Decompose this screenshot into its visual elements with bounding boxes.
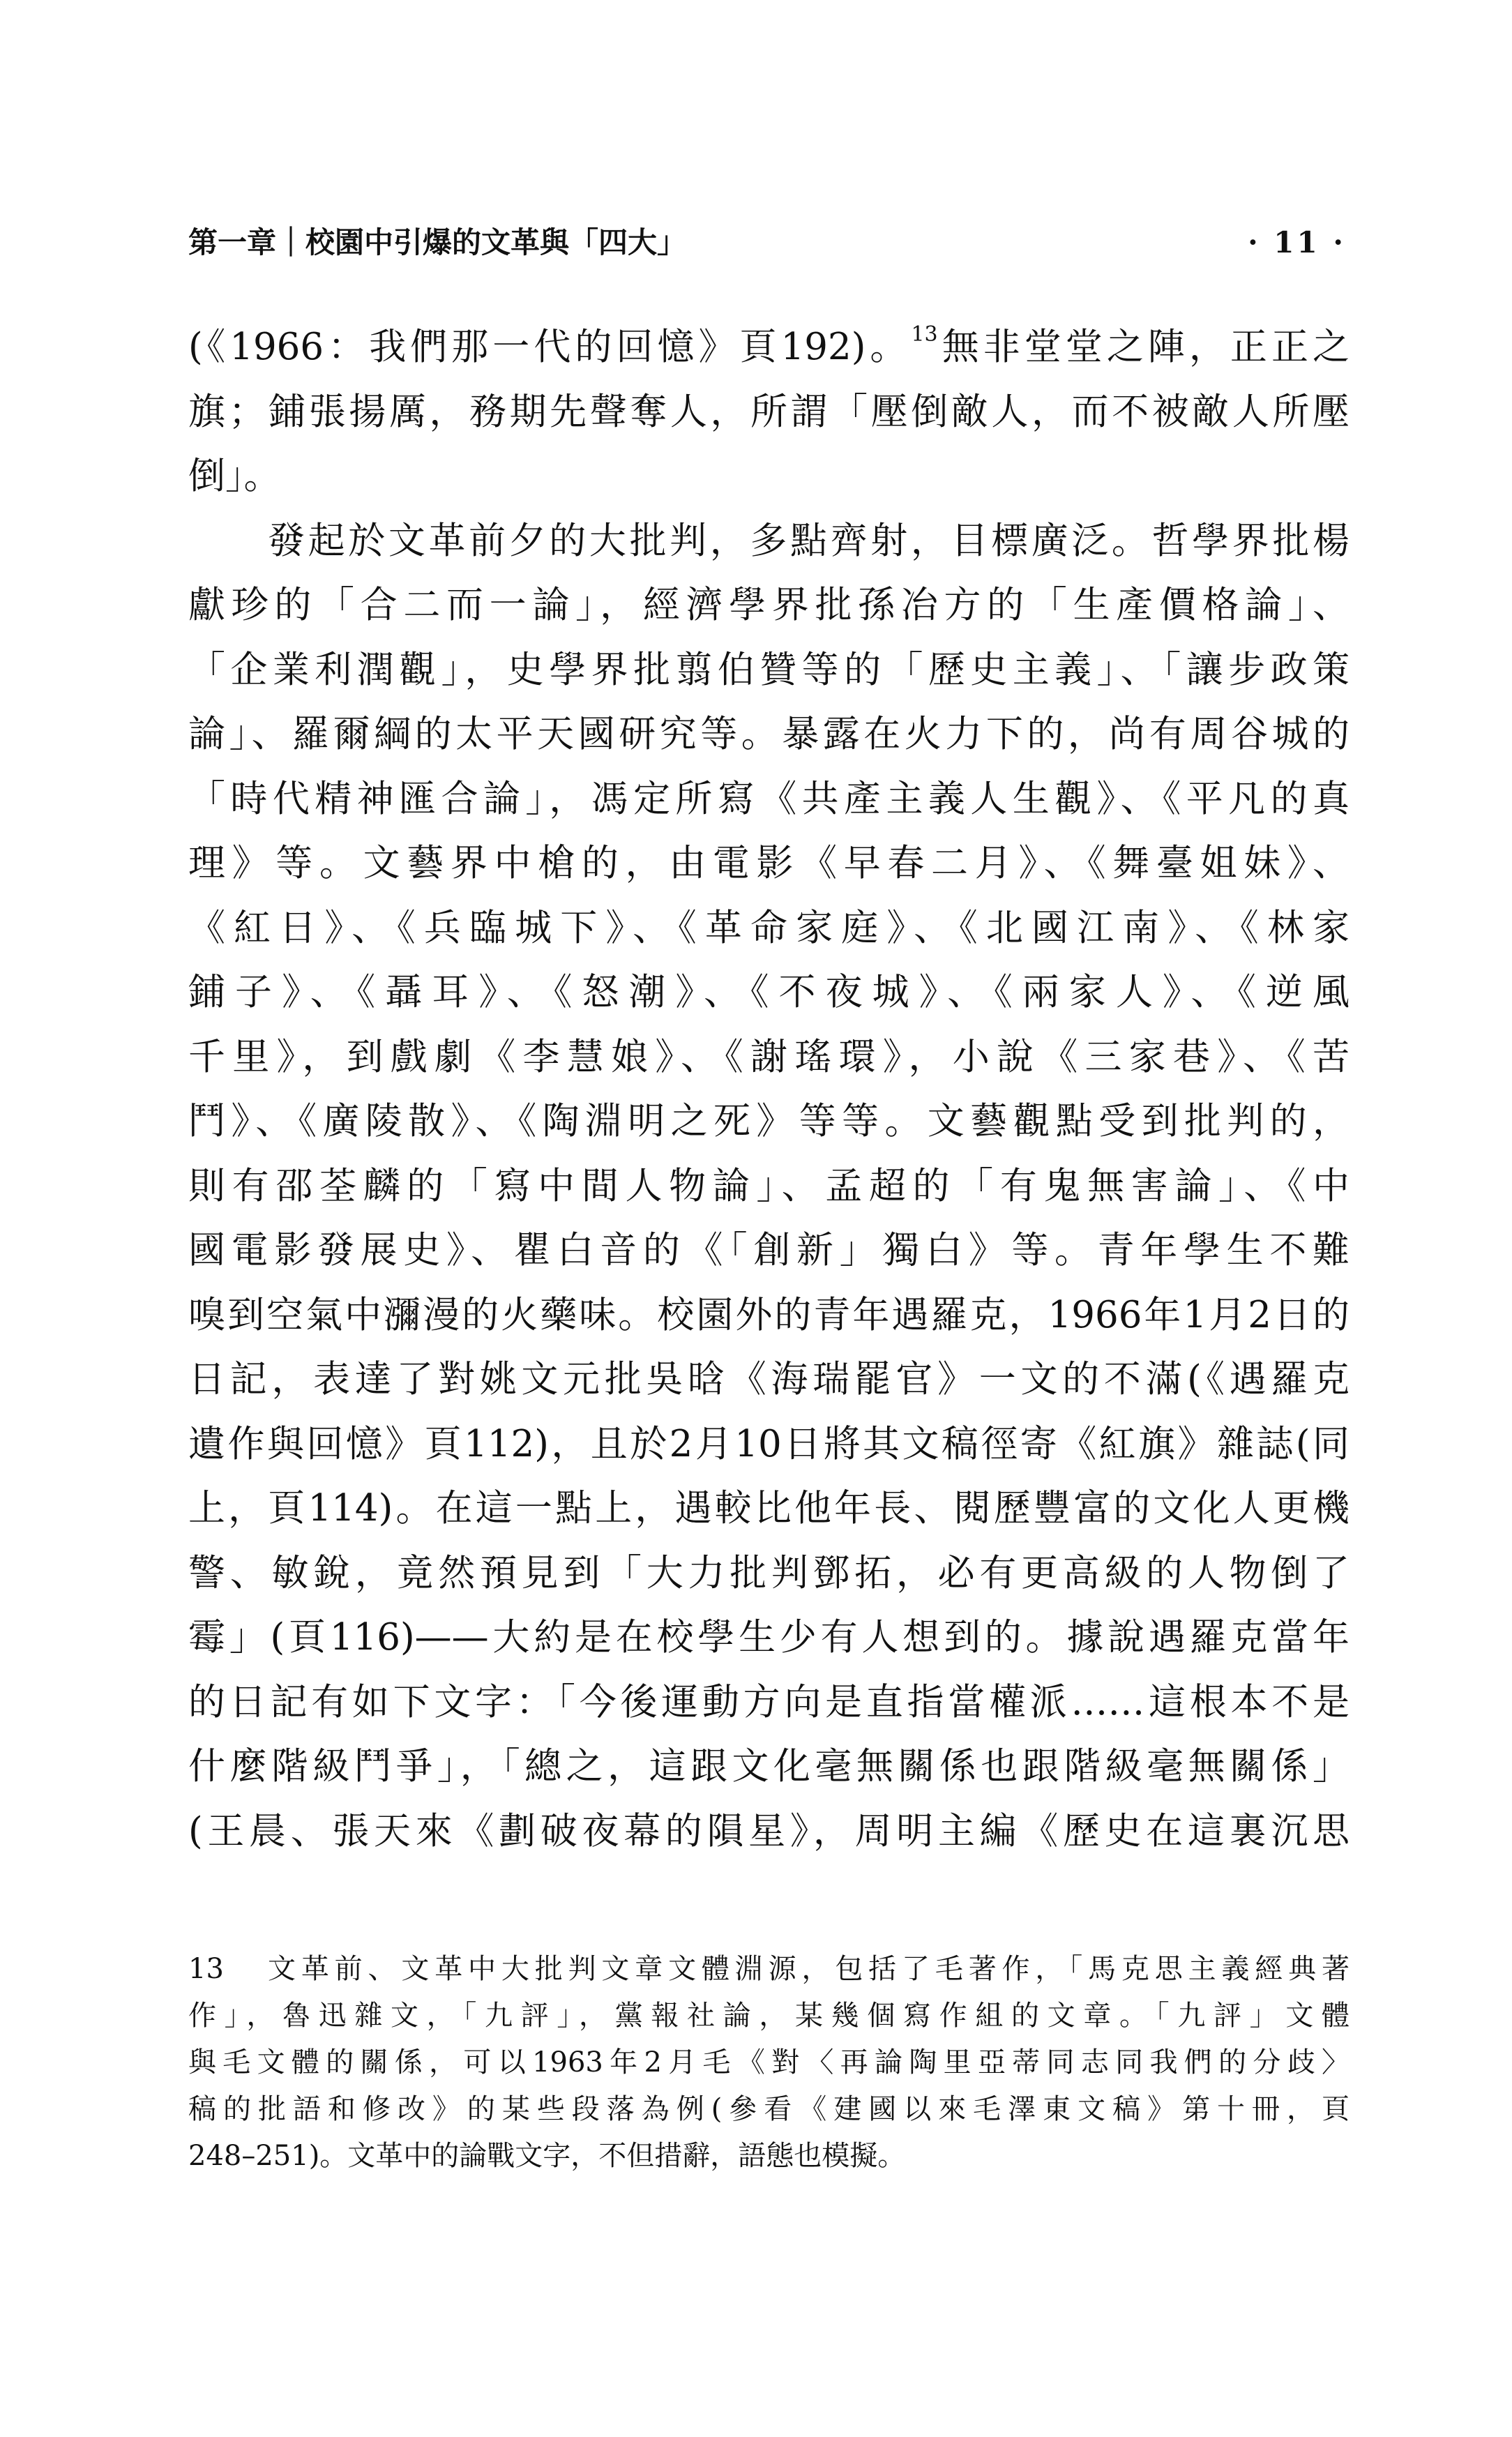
running-head — [188, 222, 1346, 264]
footnote — [188, 1946, 1350, 2180]
body-line: 的日記有如下文字：「今後運動方向是直指當權派……這根本不是 — [188, 1680, 1350, 1723]
body-line: (王晨、張天來《劃破夜幕的隕星》，周明主編《歷史在這裏沉思 — [188, 1809, 1350, 1853]
chapter-title: 第一章｜校園中引爆的文革與「四大」 — [188, 225, 687, 259]
footnote-number: 13 — [188, 1953, 224, 1985]
body-line: 什麼階級鬥爭」，「總之，這跟文化毫無關係也跟階級毫無關係」 — [188, 1745, 1350, 1788]
body-line: 上，頁114)。在這一點上，遇較比他年長、閱歷豐富的文化人更機 — [188, 1487, 1350, 1530]
body-line: 發起於文革前夕的大批判，多點齊射，目標廣泛。哲學界批楊 — [268, 519, 1350, 562]
body-line: 「企業利潤觀」，史學界批翦伯贊等的「歷史主義」、「讓步政策 — [188, 648, 1350, 691]
body-line: 警、敏銳，竟然預見到「大力批判鄧拓，必有更高級的人物倒了 — [188, 1551, 1350, 1594]
body-line: 理》等。文藝界中槍的，由電影《早春二月》、《舞臺姐妹》、 — [188, 842, 1350, 884]
page-number: · 11 · — [1248, 225, 1346, 259]
body-text-segment: 無非堂堂之陣，正正之 — [937, 326, 1350, 368]
footnote-reference[interactable]: 13 — [911, 322, 938, 347]
footnote-line: 248–251)。文革中的論戰文字，不但措辭，語態也模擬。 — [188, 2140, 906, 2172]
body-text-segment: (《1966：我們那一代的回憶》頁192)。 — [188, 326, 912, 368]
footnote-line: 文革前、文革中大批判文章文體淵源，包括了毛著作，「馬克思主義經典著 — [268, 1953, 1350, 1985]
body-line: 則有邵荃麟的「寫中間人物論」、孟超的「有鬼無害論」、《中 — [188, 1164, 1350, 1207]
body-line: 倒」。 — [188, 455, 281, 497]
body-line: 國電影發展史》、瞿白音的《「創新」獨白》等。青年學生不難 — [188, 1229, 1350, 1272]
footnote-line: 稿的批語和修改》的某些段落為例(參看《建國以來毛澤東文稿》第十冊，頁 — [188, 2093, 1350, 2125]
body-line: 論」、羅爾綱的太平天國研究等。暴露在火力下的，尚有周谷城的 — [188, 713, 1350, 755]
body-line: 《紅日》、《兵臨城下》、《革命家庭》、《北國江南》、《林家 — [188, 906, 1350, 949]
body-line: 鋪子》、《聶耳》、《怒潮》、《不夜城》、《兩家人》、《逆風 — [188, 971, 1350, 1013]
body-line: 旗；鋪張揚厲，務期先聲奪人，所謂「壓倒敵人，而不被敵人所壓 — [188, 390, 1350, 433]
body-line: 千里》，到戲劇《李慧娘》、《謝瑤環》，小說《三家巷》、《苦 — [188, 1035, 1350, 1078]
body-line: 獻珍的「合二而一論」，經濟學界批孫冶方的「生產價格論」、 — [188, 584, 1350, 626]
footnote-line: 與毛文體的關係，可以1963年2月毛《對〈再論陶里亞蒂同志同我們的分歧〉 — [188, 2046, 1350, 2078]
body-line: 嗅到空氣中瀰漫的火藥味。校園外的青年遇羅克，1966年1月2日的 — [188, 1293, 1350, 1336]
body-line — [188, 315, 1350, 380]
footnote-line: 作」，魯迅雜文，「九評」，黨報社論，某幾個寫作組的文章。「九評」文體 — [188, 2000, 1350, 2032]
body-text — [188, 315, 1350, 1864]
body-line: 日記，表達了對姚文元批吳晗《海瑞罷官》一文的不滿(《遇羅克 — [188, 1358, 1350, 1401]
body-line: 鬥》、《廣陵散》、《陶淵明之死》等等。文藝觀點受到批判的， — [188, 1100, 1350, 1142]
body-line: 「時代精神匯合論」，馮定所寫《共產主義人生觀》、《平凡的真 — [188, 777, 1350, 820]
body-line: 遺作與回憶》頁112)，且於2月10日將其文稿徑寄《紅旗》雜誌(同 — [188, 1422, 1350, 1465]
body-line: 霉」(頁116)——大約是在校學生少有人想到的。據說遇羅克當年 — [188, 1616, 1350, 1659]
